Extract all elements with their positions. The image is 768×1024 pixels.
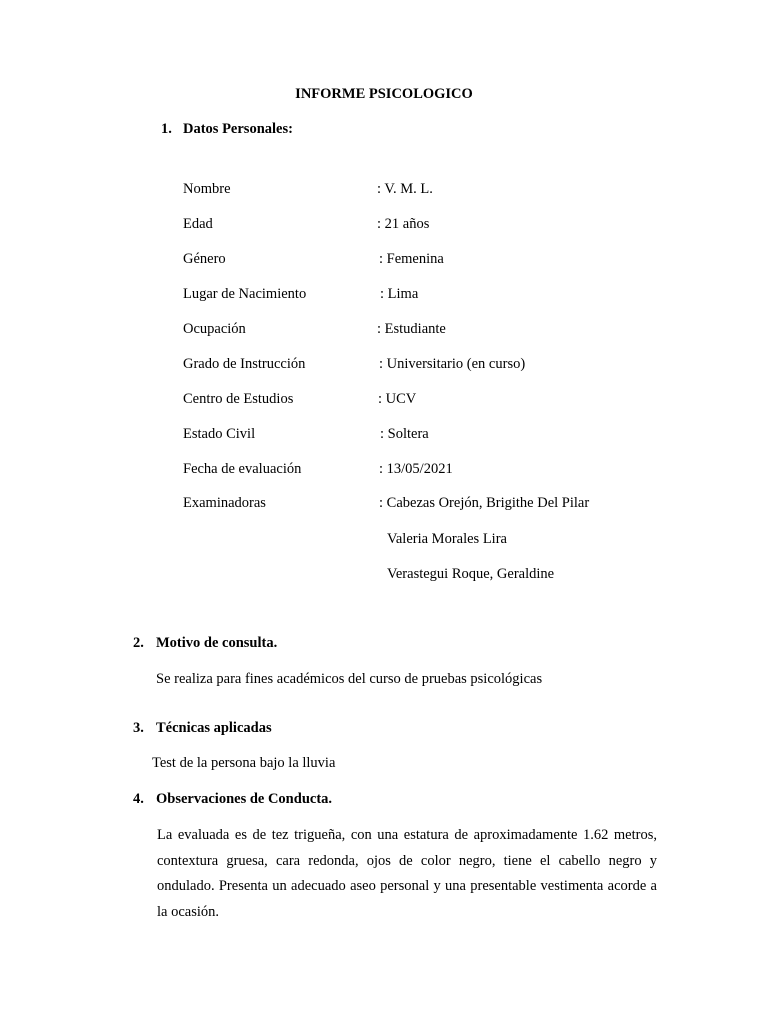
- examiner-name-3: Verastegui Roque, Geraldine: [387, 566, 555, 582]
- observaciones-paragraph: La evaluada es de tez trigueña, con una estatura de aproximadamente 1.62 metros, contextura gruesa, cara redonda, ojos de color negro, tiene el cabello negro y ondulado. Presenta un adecuado aseo personal y una presentable vestimenta acorde a la ocasión.: [157, 827, 657, 920]
- field-label-examinadoras: Examinadoras: [183, 495, 266, 511]
- section-2-number: 2.: [133, 635, 144, 651]
- section-4-number: 4.: [133, 791, 144, 807]
- document-title: INFORME PSICOLOGICO: [295, 86, 473, 102]
- field-value-genero: : Femenina: [379, 251, 444, 267]
- field-value-edad: : 21 años: [377, 216, 430, 232]
- field-label-nombre: Nombre: [183, 181, 231, 197]
- section-3-heading: Técnicas aplicadas: [156, 720, 272, 736]
- field-label-genero: Género: [183, 251, 226, 267]
- field-value-centro-estudios: : UCV: [378, 391, 417, 407]
- examiner-name-2: Valeria Morales Lira: [387, 531, 507, 547]
- field-value-ocupacion: : Estudiante: [377, 321, 446, 337]
- field-label-fecha-evaluacion: Fecha de evaluación: [183, 461, 302, 477]
- field-value-nombre: : V. M. L.: [377, 181, 433, 197]
- field-value-estado-civil: : Soltera: [380, 426, 429, 442]
- section-2-heading: Motivo de consulta.: [156, 635, 278, 651]
- field-value-examinadoras: : Cabezas Orejón, Brigithe Del Pilar: [379, 495, 590, 511]
- field-value-lugar-nacimiento: : Lima: [380, 286, 419, 302]
- section-4-heading: Observaciones de Conducta.: [156, 791, 333, 807]
- field-label-estado-civil: Estado Civil: [183, 426, 256, 442]
- tecnicas-text: Test de la persona bajo la lluvia: [152, 755, 336, 771]
- field-label-grado-instruccion: Grado de Instrucción: [183, 356, 306, 372]
- field-value-grado-instruccion: : Universitario (en curso): [379, 356, 526, 372]
- field-label-ocupacion: Ocupación: [183, 321, 246, 337]
- field-label-lugar-nacimiento: Lugar de Nacimiento: [183, 286, 307, 302]
- section-3-number: 3.: [133, 720, 144, 736]
- field-value-fecha-evaluacion: : 13/05/2021: [379, 461, 453, 477]
- section-1-heading: Datos Personales:: [183, 121, 293, 137]
- field-label-edad: Edad: [183, 216, 213, 232]
- field-label-centro-estudios: Centro de Estudios: [183, 391, 294, 407]
- section-1-number: 1.: [161, 121, 172, 137]
- motivo-text: Se realiza para fines académicos del curso de pruebas psicológicas: [156, 671, 543, 687]
